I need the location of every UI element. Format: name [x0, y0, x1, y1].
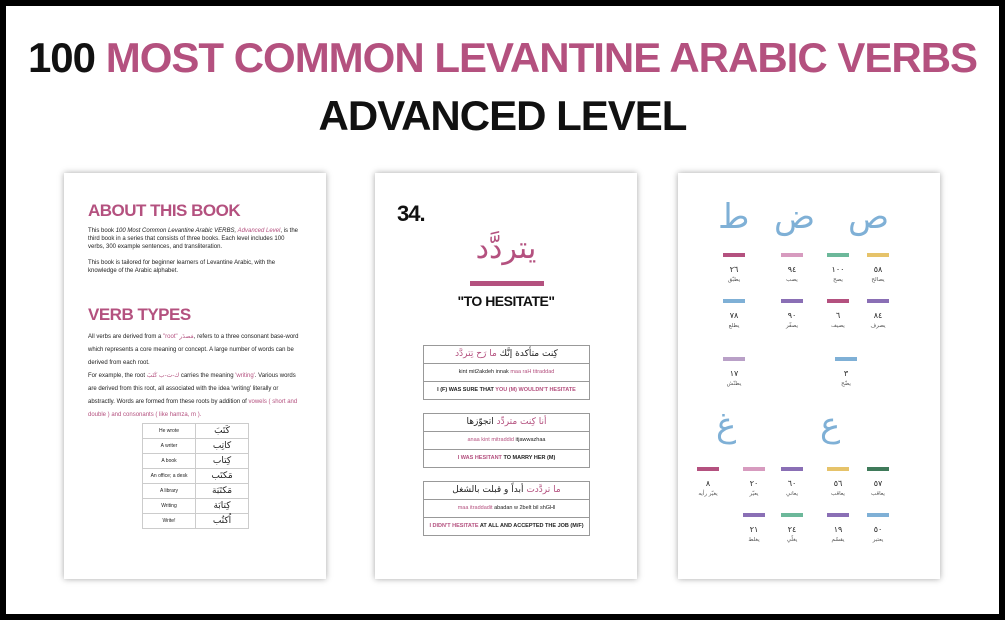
- verb-index: ٧٨: [729, 311, 739, 320]
- table-cell-arabic: كِتاب: [196, 454, 249, 469]
- example-arabic: أنا كِنت متردِّد اتجوّزها: [424, 414, 589, 432]
- verb-label: يطنّش: [726, 381, 742, 387]
- color-bar: [827, 253, 849, 257]
- color-bar: [743, 513, 765, 517]
- verb-label: يطلع: [728, 323, 740, 329]
- verb-index: ٩٠: [787, 311, 797, 320]
- verb-label: يغيّر رأيه: [698, 491, 718, 497]
- subtitle: ADVANCED LEVEL: [318, 92, 687, 139]
- letter-cell: [714, 299, 754, 329]
- table-cell-arabic: كَتَبَ: [196, 424, 249, 439]
- about-heading: ABOUT THIS BOOK: [88, 201, 241, 220]
- letter-dad: ض: [774, 197, 816, 237]
- letter-cell: [772, 253, 812, 283]
- verb-index: ١٧: [729, 369, 739, 378]
- color-bar: [867, 253, 889, 257]
- letter-cell: [818, 253, 858, 283]
- color-bar: [827, 513, 849, 517]
- color-bar: [723, 253, 745, 257]
- verb-index: ٦٠: [787, 479, 797, 488]
- color-bar: [835, 357, 857, 361]
- verb-label: يصح: [833, 277, 843, 283]
- verb-label: يطبّق: [727, 277, 741, 283]
- verb-label: يصب: [786, 277, 798, 283]
- verb-label: يقسّم: [831, 537, 845, 543]
- letter-cell: [714, 357, 754, 387]
- page-letters: [678, 173, 940, 579]
- frame: [6, 6, 999, 614]
- color-bar: [781, 467, 803, 471]
- letter-cell: [818, 513, 858, 543]
- verb-label: يعاني: [786, 491, 798, 497]
- letter-ain: ع: [820, 405, 841, 445]
- letter-cell: [858, 299, 898, 329]
- verb-index: ٢١: [749, 525, 759, 534]
- page-verb: [375, 173, 637, 579]
- color-bar: [723, 357, 745, 361]
- table-cell-english: Write!: [143, 514, 196, 529]
- verb-index: ٨: [705, 479, 711, 488]
- color-bar: [697, 467, 719, 471]
- letter-cell: [826, 357, 866, 387]
- verb-index: ٥٠: [873, 525, 883, 534]
- letter-cell: [858, 467, 898, 497]
- verb-index: ٥٨: [873, 265, 883, 274]
- color-bar: [781, 299, 803, 303]
- letter-cell: [772, 467, 812, 497]
- table-cell-arabic: كاتِب: [196, 439, 249, 454]
- table-row: [143, 439, 249, 454]
- letter-cell: [818, 299, 858, 329]
- example-box: [423, 345, 590, 400]
- verb-index: ١٠٠: [831, 265, 845, 274]
- table-cell-english: A book: [143, 454, 196, 469]
- verb-index: ٦: [835, 311, 841, 320]
- color-bar: [781, 513, 803, 517]
- example-transliteration: anaa kint mitraddid itjawwazhaa: [424, 432, 589, 450]
- verb-meaning: "TO HESITATE": [457, 293, 555, 309]
- title-accent: MOST COMMON LEVANTINE ARABIC VERBS: [105, 34, 978, 81]
- page-about: [64, 173, 326, 579]
- example-arabic: كِنت متأكدة إنَّك ما رَح تِتردَّد: [424, 346, 589, 364]
- root-table: [142, 423, 249, 529]
- table-cell-english: A writer: [143, 439, 196, 454]
- verb-index: ٢٦: [729, 265, 739, 274]
- color-bar: [867, 467, 889, 471]
- letter-ta: ط: [718, 197, 750, 237]
- table-cell-english: Writing: [143, 499, 196, 514]
- example-transliteration: kint mit2akdeh innak maa raH titraddad: [424, 364, 589, 382]
- verb-number: 34.: [397, 201, 425, 226]
- letter-cell: [734, 467, 774, 497]
- color-bar: [723, 299, 745, 303]
- verb-label: يعاقب: [871, 491, 885, 497]
- verb-index: ٥٧: [873, 479, 883, 488]
- verb-label: يصيف: [831, 323, 845, 329]
- types-paragraph-1: All verbs are derived from a "root" مَصدَر, refers to a three consonant base-word which represents a core meaning or concept. A large number of words can be derived from each root.: [88, 334, 299, 366]
- color-bar: [781, 253, 803, 257]
- table-cell-english: An office; a desk: [143, 469, 196, 484]
- verb-label: يضّح: [841, 381, 851, 387]
- table-row: [143, 424, 249, 439]
- table-row: [143, 454, 249, 469]
- color-bar: [827, 467, 849, 471]
- types-paragraph-2: For example, the root ك-ت-ب كَتَبَ carries the meaning 'writing'. Various words are derived from this root, all associated with the idea 'writing' literally or abstractly. Words are formed from these roots by addition of vowels ( short and double ) and consonants ( like hamza, m ).: [88, 373, 298, 418]
- verb-index: ٣: [843, 369, 849, 378]
- table-row: [143, 514, 249, 529]
- example-english: I DIDN'T HESITATE AT ALL AND ACCEPTED THE JOB (M/F): [429, 523, 584, 529]
- letter-cell: [714, 253, 754, 283]
- letter-cell: [772, 299, 812, 329]
- about-paragraph-2: This book is tailored for beginner learners of Levantine Arabic, with the knowledge of the Arabic alphabet.: [88, 260, 276, 275]
- example-box: [423, 481, 590, 536]
- verb-label: يعاقب: [831, 491, 845, 497]
- letter-cell: [772, 513, 812, 543]
- example-english: I (F) WAS SURE THAT YOU (M) WOULDN'T HESITATE: [437, 387, 576, 393]
- example-box: [423, 413, 590, 468]
- divider: [470, 281, 544, 286]
- letter-cell: [858, 253, 898, 283]
- verb-index: ٥٦: [833, 479, 843, 488]
- table-cell-arabic: اُكتُب: [196, 514, 249, 529]
- verb-index: ٢٤: [787, 525, 797, 534]
- example-arabic: ما تردَّدت أبداً و قبلت بالشغل: [424, 482, 589, 500]
- color-bar: [827, 299, 849, 303]
- title-number: 100: [27, 34, 96, 81]
- letter-ghain: غ: [716, 405, 737, 445]
- verb-label: يغلّي: [786, 537, 798, 543]
- verb-label: يعتبر: [872, 537, 884, 543]
- table-cell-arabic: مَكتَب: [196, 469, 249, 484]
- table-row: [143, 469, 249, 484]
- table-row: [143, 499, 249, 514]
- table-cell-english: He wrote: [143, 424, 196, 439]
- table-cell-arabic: كِتابَة: [196, 499, 249, 514]
- verb-index: ٩٤: [787, 265, 797, 274]
- types-heading: VERB TYPES: [88, 305, 191, 324]
- table-cell-arabic: مَكتَبَة: [196, 484, 249, 499]
- color-bar: [867, 299, 889, 303]
- color-bar: [867, 513, 889, 517]
- color-bar: [743, 467, 765, 471]
- verb-word: يتردَّد: [475, 231, 537, 266]
- about-paragraph-1: This book 100 Most Common Levantine Arabic VERBS, Advanced Level, is the third book in a series that consists of three books. Each level includes 100 verbs, 300 example sentences, and transliteration.: [88, 228, 299, 251]
- letter-cell: [688, 467, 728, 497]
- main-title: [6, 34, 999, 82]
- verb-index: ٨٤: [873, 311, 883, 320]
- example-english: I WAS HESITANT TO MARRY HER (M): [457, 455, 556, 461]
- verb-index: ١٩: [833, 525, 843, 534]
- table-row: [143, 484, 249, 499]
- letter-cell: [818, 467, 858, 497]
- letter-cell: [858, 513, 898, 543]
- table-cell-english: A library: [143, 484, 196, 499]
- verb-label: يصرف: [870, 323, 886, 329]
- letter-sad: ص: [848, 197, 890, 237]
- verb-label: يعيّر: [749, 491, 759, 497]
- verb-label: يغلط: [748, 537, 760, 543]
- letter-cell: [734, 513, 774, 543]
- example-transliteration: maa itraddadit abadan w 2belt bil shGHl: [424, 500, 589, 518]
- verb-label: يصالح: [871, 277, 885, 283]
- verb-label: يصفّر: [785, 323, 799, 329]
- verb-index: ٢٠: [749, 479, 759, 488]
